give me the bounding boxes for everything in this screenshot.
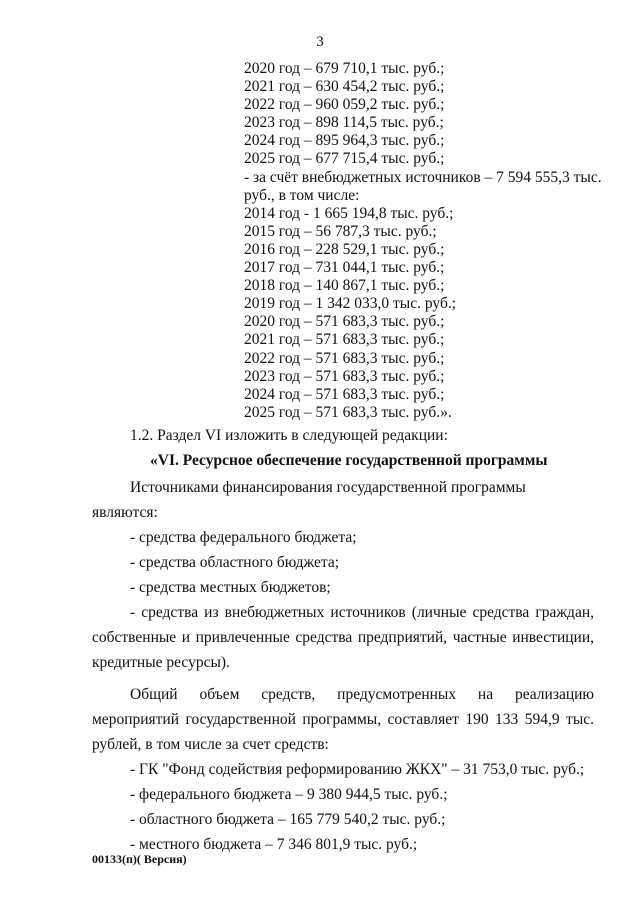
section-instruction: 1.2. Раздел VI изложить в следующей редакции: — [130, 427, 448, 444]
source-item: - средства местных бюджетов; — [130, 579, 331, 596]
total-breakdown-item: - областного бюджета – 165 779 540,2 тыс. руб.; — [130, 811, 446, 828]
funding-line: 2025 год – 677 715,4 тыс. руб.; — [244, 150, 445, 168]
section-body — [92, 423, 594, 857]
funding-line: 2024 год – 571 683,3 тыс. руб.; — [244, 385, 445, 403]
funding-line: 2023 год – 571 683,3 тыс. руб.; — [244, 367, 445, 385]
funding-line: 2014 год - 1 665 194,8 тыс. руб.; — [244, 204, 454, 222]
section-heading: «VI. Ресурсное обеспечение государственной программы — [150, 452, 548, 469]
funding-line: 2018 год – 140 867,1 тыс. руб.; — [244, 277, 445, 295]
funding-line: 2023 год – 898 114,5 тыс. руб.; — [244, 114, 444, 132]
funding-line: 2022 год – 960 059,2 тыс. руб.; — [244, 96, 445, 114]
total-paragraph: Общий объем средств, предусмотренных на реализацию мероприятий государственной программы, составляет 190 133 594,9 тыс. рублей, в том числе за счет средств: — [92, 686, 594, 753]
funding-line: 2020 год – 679 710,1 тыс. руб.; — [244, 60, 445, 77]
source-item: - средства федерального бюджета; — [130, 529, 357, 546]
funding-line: 2017 год – 731 044,1 тыс. руб.; — [244, 259, 445, 277]
funding-by-year-list — [244, 60, 604, 422]
funding-line: 2021 год – 571 683,3 тыс. руб.; — [244, 331, 445, 349]
total-breakdown-item: - местного бюджета – 7 346 801,9 тыс. руб.; — [130, 836, 418, 853]
funding-line: 2020 год – 571 683,3 тыс. руб.; — [244, 313, 445, 331]
total-breakdown-item: - федерального бюджета – 9 380 944,5 тыс. руб.; — [130, 786, 448, 803]
page-number: 3 — [316, 34, 324, 50]
funding-line: 2022 год – 571 683,3 тыс. руб.; — [244, 349, 445, 367]
total-breakdown-item: - ГК "Фонд содействия реформированию ЖКХ" – 31 753,0 тыс. руб.; — [130, 761, 585, 778]
funding-line: 2016 год – 228 529,1 тыс. руб.; — [244, 240, 445, 258]
source-item: - средства областного бюджета; — [130, 554, 340, 571]
funding-line: 2024 год – 895 964,3 тыс. руб.; — [244, 132, 445, 150]
funding-line: 2021 год – 630 454,2 тыс. руб.; — [244, 78, 445, 96]
extra-budget-intro: - за счёт внебюджетных источников – 7 594 555,3 тыс. руб., в том числе: — [244, 168, 602, 204]
source-item: - средства из внебюджетных источников (личные средства граждан, собственные и привлеченные средства предприятий, частные инвестиции, кредитные ресурсы). — [92, 604, 594, 671]
sources-intro: Источниками финансирования государственной программы являются: — [92, 479, 526, 521]
funding-line: 2015 год – 56 787,3 тыс. руб.; — [244, 222, 437, 240]
funding-line: 2019 год – 1 342 033,0 тыс. руб.; — [244, 295, 457, 313]
footer-version-code: 00133(п)( Версия) — [92, 852, 187, 866]
funding-line: 2025 год – 571 683,3 тыс. руб.». — [244, 403, 452, 421]
